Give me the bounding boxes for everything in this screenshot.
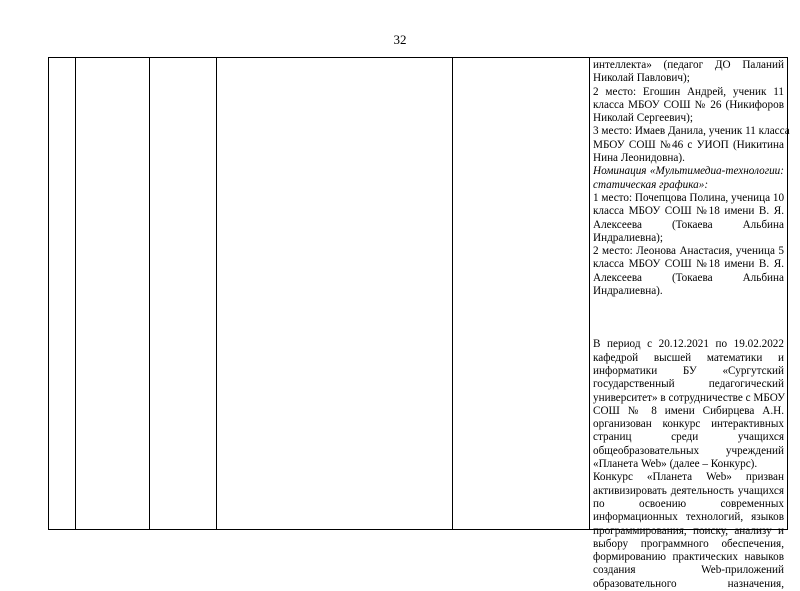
document-table [48,57,790,590]
text-line: кафедрой высшей математики и [593,351,784,364]
column-divider [216,58,217,529]
text-line: университет» в сотрудничестве с МБОУ [593,391,786,404]
text-line: Алексеева (Токаева Альбина [593,271,784,284]
column-divider [75,58,76,529]
text-line: Николай Павлович); [593,72,690,85]
text-line: Номинация «Мультимедиа-технологии: [593,165,784,178]
text-line: Алексеева (Токаева Альбина [593,218,784,231]
column-divider [589,58,590,529]
description-cell [593,59,790,591]
text-line: класса МБОУ СОШ №18 имени В. Я. [593,258,784,271]
text-line: организован конкурс интерактивных [593,418,784,431]
text-line: выбору программного обеспечения, [593,537,784,550]
text-line: МБОУ СОШ №46 с УИОП (Никитина [593,138,784,151]
text-line: образовательного назначения, [593,577,784,590]
text-line: «Планета Web» (далее – Конкурс). [593,458,758,471]
text-line: информационных технологий, языков [593,511,784,524]
text-line: формированию практических навыков [593,551,784,564]
competition-results [593,59,790,298]
text-line: программирования, поиску, анализу и [593,524,784,537]
text-line: 2 место: Егошин Андрей, ученик 11 [593,85,784,98]
text-line: СОШ № 8 имени Сибирцева А.Н. [593,404,784,417]
text-line: класса МБОУ СОШ № 26 (Никифоров [593,98,784,111]
page-number: 32 [393,32,407,47]
text-line: Нина Леонидовна). [593,152,685,165]
text-line: государственный педагогический [593,378,784,391]
text-line: Конкурс «Планета Web» призван [593,471,784,484]
text-line: класса МБОУ СОШ №18 имени В. Я. [593,205,784,218]
text-line: Николай Сергеевич); [593,112,693,125]
text-line: 2 место: Леонова Анастасия, ученица 5 [593,245,784,258]
text-line: 1 место: Почепцова Полина, ученица 10 [593,191,785,204]
column-divider [149,58,150,529]
text-line: создания Web-приложений [593,564,784,577]
text-line: активизировать деятельность учащихся [593,484,784,497]
text-line: 3 место: Имаев Данила, ученик 11 класса [593,125,790,138]
text-line: страниц среди учащихся [593,431,784,444]
text-line: информатики БУ «Сургутский [593,364,784,377]
text-line: по освоению современных [593,497,784,510]
text-line: В период с 20.12.2021 по 19.02.2022 [593,338,784,351]
planeta-web-description [593,338,784,591]
text-line: интеллекта» (педагог ДО Паланий [593,59,784,71]
text-line: общеобразовательных учреждений [593,444,784,457]
column-divider [452,58,453,529]
text-line: Индралиевна); [593,231,664,244]
text-line: Индралиевна). [593,285,663,298]
text-line: статическая графика»: [593,178,709,191]
